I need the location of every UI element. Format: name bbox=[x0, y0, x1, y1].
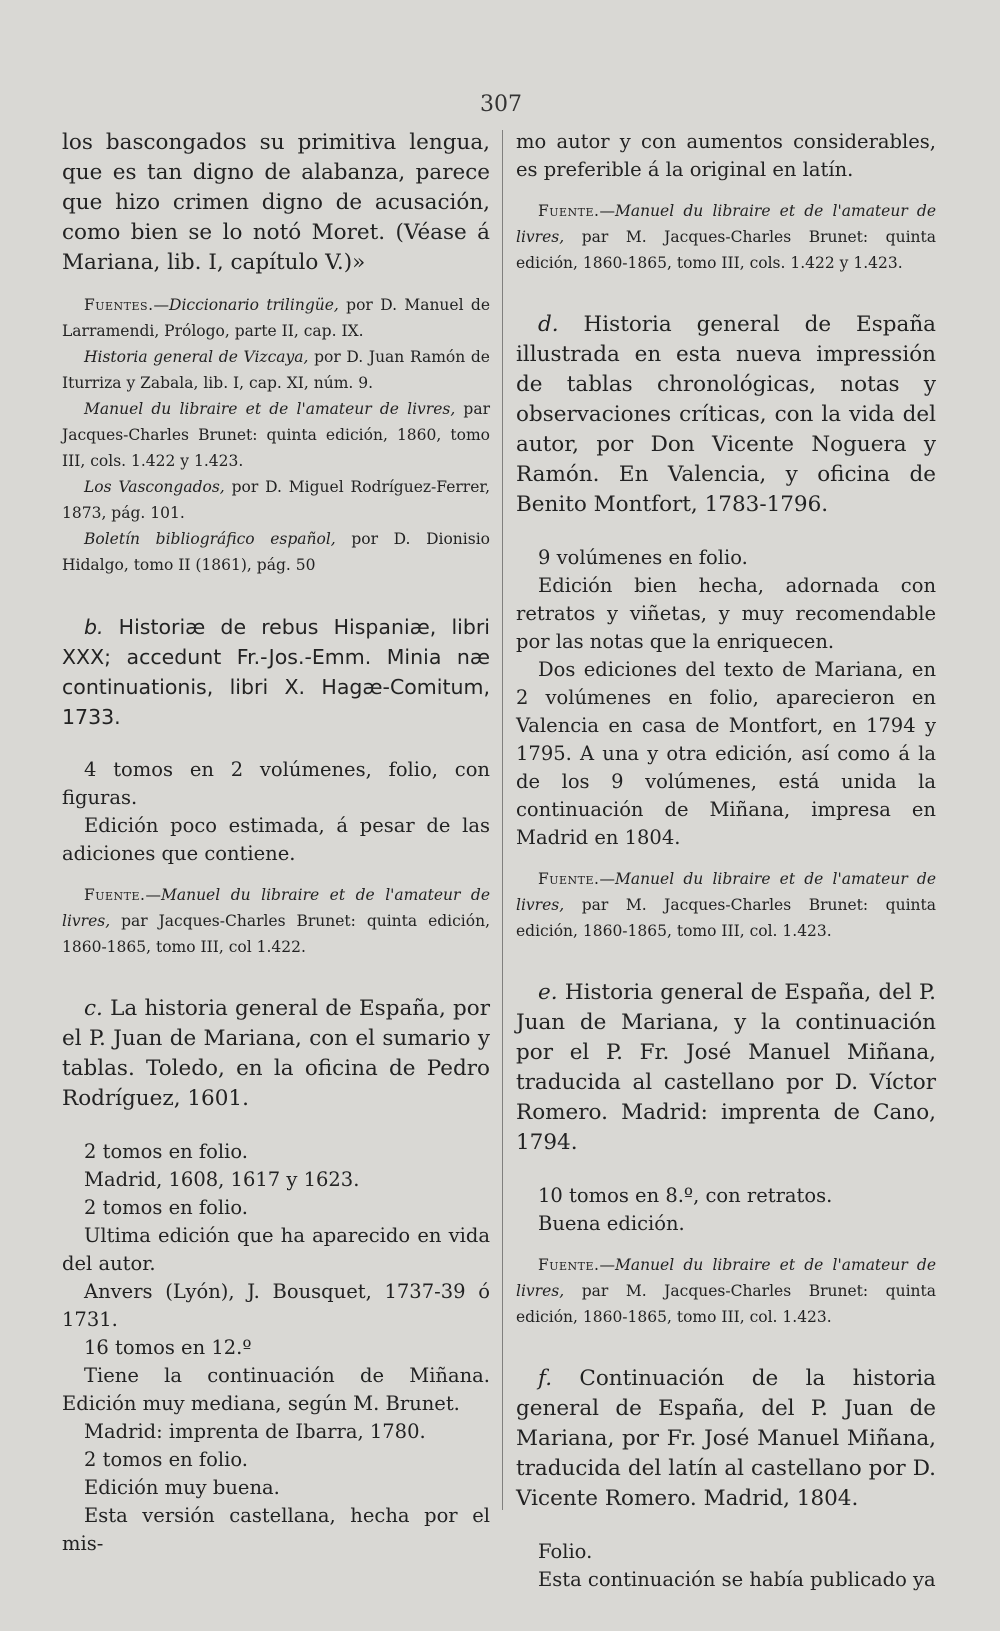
source-entry: Fuente.—Manuel du libraire et de l'amateur de livres, par M. Jacques-Charles Brunet: quinta edición, 1860-1865, tomo III, col. 1.423. bbox=[516, 870, 936, 940]
detail-line: Ultima edición que ha aparecido en vida del autor. bbox=[62, 1224, 490, 1275]
paragraph: mo autor y con aumentos considerables, es preferible á la original en latín. bbox=[516, 130, 936, 181]
page-number: 307 bbox=[480, 92, 522, 117]
paragraph: Folio. bbox=[538, 1540, 593, 1563]
entry-c-details bbox=[62, 1138, 490, 1558]
source-label: Fuente. bbox=[84, 886, 146, 904]
source-title: Los Vascongados, bbox=[84, 478, 225, 496]
source-title: Diccionario trilingüe, bbox=[169, 296, 339, 314]
source-entry: Fuente.—Manuel du libraire et de l'amateur de livres, par M. Jacques-Charles Brunet: quinta edición, 1860-1865, tomo III, cols. 1.422 y 1.423. bbox=[516, 202, 936, 272]
detail-line: Edición muy buena. bbox=[84, 1476, 280, 1499]
source-title: Historia general de Vizcaya, bbox=[84, 348, 309, 366]
paragraph: Buena edición. bbox=[538, 1212, 685, 1235]
source-title: Manuel du libraire et de l'amateur de livres, bbox=[84, 400, 456, 418]
column-divider bbox=[502, 130, 503, 1510]
source-entry bbox=[62, 344, 490, 396]
paragraph: Dos ediciones del texto de Mariana, en 2 volúmenes en folio, aparecieron en Valencia en casa de Montfort, en 1794 y 1795. A una y otra edición, así como á la de los 9 volúmenes, está unida la continuación de Miñana, impresa en Madrid en 1804. bbox=[516, 658, 936, 849]
source-detail: por D. Miguel Rodríguez-Ferrer, 1873, pág. 101. bbox=[62, 478, 490, 522]
entry-b-heading bbox=[62, 612, 490, 732]
entry-letter: e. bbox=[538, 980, 558, 1005]
source-detail: par M. Jacques-Charles Brunet: quinta edición, 1860-1865, tomo III, col. 1.423. bbox=[516, 896, 936, 940]
right-column bbox=[516, 128, 936, 1594]
entry-letter: c. bbox=[84, 996, 103, 1021]
source-title: Manuel du libraire et de l'amateur de livres, bbox=[62, 886, 490, 930]
source-detail: por D. Juan Ramón de Iturriza y Zabala, lib. I, cap. XI, núm. 9. bbox=[62, 348, 490, 392]
source-entry: Fuente.—Manuel du libraire et de l'amateur de livres, par Jacques-Charles Brunet: quinta edición, 1860-1865, tomo III, col 1.422. bbox=[62, 886, 490, 956]
paragraph: Edición bien hecha, adornada con retratos y viñetas, y muy recomendable por las notas que la enriquecen. bbox=[516, 574, 936, 653]
entry-f-heading bbox=[516, 1364, 936, 1514]
entry-letter: f. bbox=[538, 1366, 553, 1391]
detail-line: Esta versión castellana, hecha por el mis- bbox=[62, 1504, 490, 1555]
paragraph: 10 tomos en 8.º, con retratos. bbox=[538, 1184, 833, 1207]
source-label: Fuente. bbox=[538, 1256, 600, 1274]
paragraph: 4 tomos en 2 volúmenes, folio, con figuras. bbox=[62, 758, 490, 809]
source-label: Fuente. bbox=[538, 870, 600, 888]
left-column bbox=[62, 128, 490, 1558]
source-detail: por D. Manuel de Larramendi, Prólogo, parte II, cap. IX. bbox=[62, 296, 490, 340]
source-entry: Fuente.—Manuel du libraire et de l'amateur de livres, par M. Jacques-Charles Brunet: quinta edición, 1860-1865, tomo III, col. 1.423. bbox=[516, 1256, 936, 1326]
source-title: Manuel du libraire et de l'amateur de livres, bbox=[516, 202, 936, 246]
entry-title: La historia general de España, por el P. Juan de Mariana, con el sumario y tablas. Toledo, en la oficina de Pedro Rodríguez, 1601. bbox=[62, 996, 490, 1111]
entry-title: Historia general de España illustrada en esta nueva impressión de tablas chronológicas, notas y observaciones críticas, con la vida del autor, por Don Vicente Noguera y Ramón. En Valencia, y oficina de Benito Montfort, 1783-1796. bbox=[516, 312, 936, 517]
source-detail: por D. Dionisio Hidalgo, tomo II (1861), pág. 50 bbox=[62, 530, 490, 574]
entry-title: Historiæ de rebus Hispaniæ, libri XXX; accedunt Fr.-Jos.-Emm. Minia næ continuationis, libri X. Hagæ-Comitum, 1733. bbox=[62, 615, 490, 729]
detail-line: 2 tomos en folio. bbox=[84, 1140, 248, 1163]
entry-e-heading bbox=[516, 978, 936, 1158]
source-entry bbox=[62, 526, 490, 578]
paragraph: 9 volúmenes en folio. bbox=[538, 546, 748, 569]
detail-line: Madrid: imprenta de Ibarra, 1780. bbox=[84, 1420, 426, 1443]
source-entry bbox=[62, 474, 490, 526]
detail-line: Madrid, 1608, 1617 y 1623. bbox=[84, 1168, 360, 1191]
detail-line: Tiene la continuación de Miñana. Edición muy mediana, según M. Brunet. bbox=[62, 1364, 490, 1415]
entry-title: Continuación de la historia general de España, del P. Juan de Mariana, por Fr. José Manuel Miñana, traducida del latín al castellano por D. Vicente Romero. Madrid, 1804. bbox=[516, 1366, 936, 1511]
detail-line: Anvers (Lyón), J. Bousquet, 1737-39 ó 1731. bbox=[62, 1280, 490, 1331]
source-label: Fuente. bbox=[538, 202, 600, 220]
detail-line: 16 tomos en 12.º bbox=[84, 1336, 252, 1359]
source-detail: par M. Jacques-Charles Brunet: quinta edición, 1860-1865, tomo III, cols. 1.422 y 1.423. bbox=[516, 228, 936, 272]
sources-label: Fuentes. bbox=[84, 296, 154, 314]
entry-c-heading bbox=[62, 994, 490, 1114]
paragraph: Esta continuación se había publicado ya bbox=[538, 1568, 936, 1591]
source-entry bbox=[62, 396, 490, 474]
source-title: Boletín bibliográfico español, bbox=[84, 530, 336, 548]
source-title: Manuel du libraire et de l'amateur de livres, bbox=[516, 1256, 936, 1300]
detail-line: 2 tomos en folio. bbox=[84, 1196, 248, 1219]
source-detail: par Jacques-Charles Brunet: quinta edición, 1860-1865, tomo III, col 1.422. bbox=[62, 912, 490, 956]
source-title: Manuel du libraire et de l'amateur de livres, bbox=[516, 870, 936, 914]
detail-line: 2 tomos en folio. bbox=[84, 1448, 248, 1471]
entry-d-heading bbox=[516, 310, 936, 520]
paragraph: Edición poco estimada, á pesar de las adiciones que contiene. bbox=[62, 814, 490, 865]
entry-letter: b. bbox=[84, 615, 104, 639]
paragraph: los bascongados su primitiva lengua, que es tan digno de alabanza, parece que hizo crimen digno de acusación, como bien se lo notó Moret. (Véase á Mariana, lib. I, capítulo V.)» bbox=[62, 130, 490, 275]
source-detail: par Jacques-Charles Brunet: quinta edición, 1860, tomo III, cols. 1.422 y 1.423. bbox=[62, 400, 491, 470]
source-detail: par M. Jacques-Charles Brunet: quinta edición, 1860-1865, tomo III, col. 1.423. bbox=[516, 1282, 936, 1326]
entry-title: Historia general de España, del P. Juan de Mariana, y la continuación por el P. Fr. José Manuel Miñana, traducida al castellano por D. Víctor Romero. Madrid: imprenta de Cano, 1794. bbox=[516, 980, 936, 1155]
entry-letter: d. bbox=[538, 312, 559, 337]
sources-block: Fuentes.—Diccionario trilingüe, por D. Manuel de Larramendi, Prólogo, parte II, cap. IX. bbox=[62, 296, 490, 340]
